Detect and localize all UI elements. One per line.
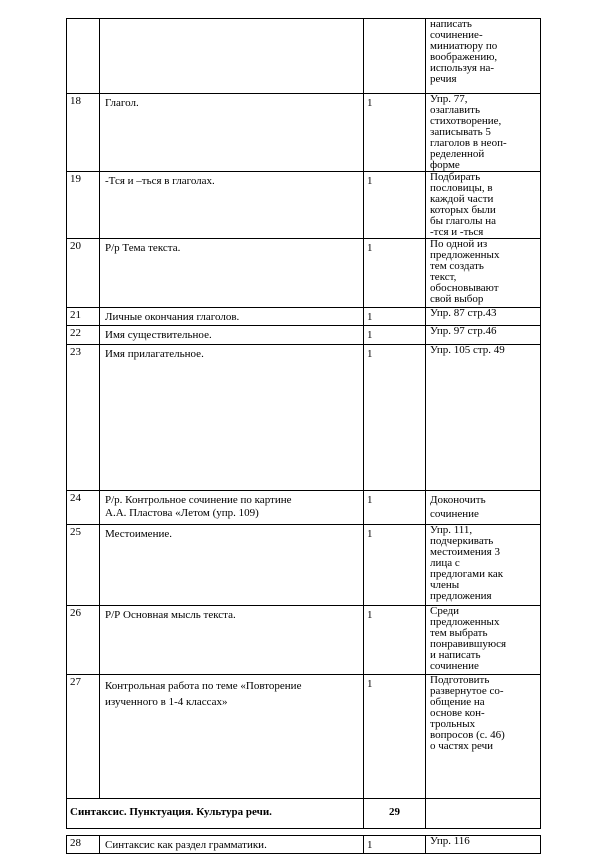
row-homework: написать сочинение- миниатюру по воображению, используя на- речия <box>426 19 541 94</box>
section-empty-cell <box>426 799 541 829</box>
row-number: 24 <box>67 491 100 525</box>
row-hours: 1 <box>364 308 426 326</box>
row-topic: Р/р. Контрольное сочинение по картине А.А. Пластова «Летом (упр. 109) <box>100 491 364 525</box>
table-row <box>67 491 541 525</box>
row-hours: 1 <box>364 606 426 675</box>
table-row <box>67 308 541 326</box>
table-row <box>67 172 541 239</box>
row-topic: Личные окончания глаголов. <box>100 308 364 326</box>
row-number: 27 <box>67 675 100 799</box>
row-number: 21 <box>67 308 100 326</box>
section-title: Синтаксис. Пунктуация. Культура речи. <box>67 799 364 829</box>
row-number: 28 <box>67 836 100 854</box>
row-hours: 1 <box>364 326 426 345</box>
row-topic: -Тся и –ться в глаголах. <box>100 172 364 239</box>
row-homework: Упр. 77, озаглавить стихотворение, записывать 5 глаголов в неоп- ределенной форме <box>426 94 541 172</box>
table-row <box>67 606 541 675</box>
row-topic: Местоимение. <box>100 525 364 606</box>
row-hours: 1 <box>364 239 426 308</box>
lesson-plan-table <box>66 18 541 854</box>
row-homework: Упр. 111, подчеркивать местоимения 3 лица с предлогами как члены предложения <box>426 525 541 606</box>
row-homework: Подбирать пословицы, в каждой части которых были бы глаголы на -тся и -ться <box>426 172 541 239</box>
row-homework: Упр. 116 <box>426 836 541 854</box>
row-hours: 1 <box>364 94 426 172</box>
row-topic: Имя существительное. <box>100 326 364 345</box>
table-row <box>67 326 541 345</box>
row-topic: Глагол. <box>100 94 364 172</box>
row-homework: По одной из предложенных тем создать текст, обосновывают свой выбор <box>426 239 541 308</box>
row-number: 18 <box>67 94 100 172</box>
table-row <box>67 94 541 172</box>
section-row <box>67 799 541 829</box>
table-row <box>67 525 541 606</box>
row-homework: Среди предложенных тем выбрать понравившуюся и написать сочинение <box>426 606 541 675</box>
row-hours <box>364 19 426 94</box>
row-homework: Доконочить сочинение <box>426 491 541 525</box>
row-number <box>67 19 100 94</box>
row-topic <box>100 19 364 94</box>
table-row <box>67 836 541 854</box>
row-topic: Р/Р Основная мысль текста. <box>100 606 364 675</box>
row-homework: Упр. 105 стр. 49 <box>426 345 541 491</box>
row-number: 23 <box>67 345 100 491</box>
table-row <box>67 345 541 491</box>
row-homework: Упр. 87 стр.43 <box>426 308 541 326</box>
row-hours: 1 <box>364 172 426 239</box>
row-number: 19 <box>67 172 100 239</box>
row-homework: Подготовить развернутое со- общение на основе кон- трольных вопросов (с. 46) о частях речи <box>426 675 541 799</box>
table-row <box>67 19 541 94</box>
row-hours: 1 <box>364 836 426 854</box>
row-hours: 1 <box>364 675 426 799</box>
row-topic: Имя прилагательное. <box>100 345 364 491</box>
row-topic: Р/р Тема текста. <box>100 239 364 308</box>
row-topic: Синтаксис как раздел грамматики. <box>100 836 364 854</box>
row-homework: Упр. 97 стр.46 <box>426 326 541 345</box>
row-hours: 1 <box>364 345 426 491</box>
row-topic: Контрольная работа по теме «Повторение изученного в 1-4 классах» <box>100 675 364 799</box>
row-number: 20 <box>67 239 100 308</box>
row-number: 25 <box>67 525 100 606</box>
section-hours: 29 <box>364 799 426 829</box>
table-row <box>67 675 541 799</box>
row-hours: 1 <box>364 525 426 606</box>
row-number: 26 <box>67 606 100 675</box>
row-number: 22 <box>67 326 100 345</box>
row-hours: 1 <box>364 491 426 525</box>
table-row <box>67 239 541 308</box>
